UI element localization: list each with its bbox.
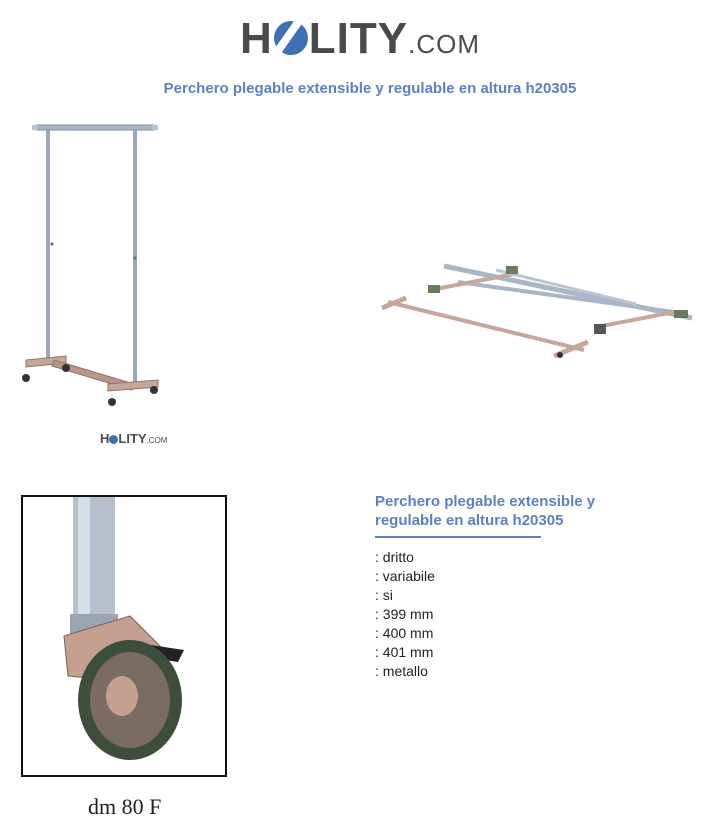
rack-photo-logo: H LITY.COM: [100, 431, 168, 446]
spec-item: : 400 mm: [375, 625, 434, 641]
product-info: [375, 492, 705, 681]
spec-item: : metallo: [375, 663, 428, 679]
spec-item: : 401 mm: [375, 644, 434, 660]
logo-wordmark: H LITY.COM: [240, 14, 480, 63]
logo-circle-icon: [274, 21, 308, 55]
spec-item: : 399 mm: [375, 606, 434, 622]
heading-divider: [375, 536, 541, 538]
spec-item: : variabile: [375, 568, 435, 584]
spec-list: [375, 548, 705, 681]
spec-item: : si: [375, 587, 393, 603]
site-logo[interactable]: [0, 14, 720, 64]
wheel-caption: dm 80 F: [88, 794, 162, 819]
product-heading: Perchero plegable extensible y regulable en altura h20305: [375, 493, 596, 529]
caster-wheel-photo: [18, 486, 230, 782]
spec-item: : dritto: [375, 549, 414, 565]
folded-rack-photo: [374, 252, 704, 372]
rack-photo: [14, 116, 174, 416]
page-title: Perchero plegable extensible y regulable en altura h20305: [163, 80, 577, 97]
